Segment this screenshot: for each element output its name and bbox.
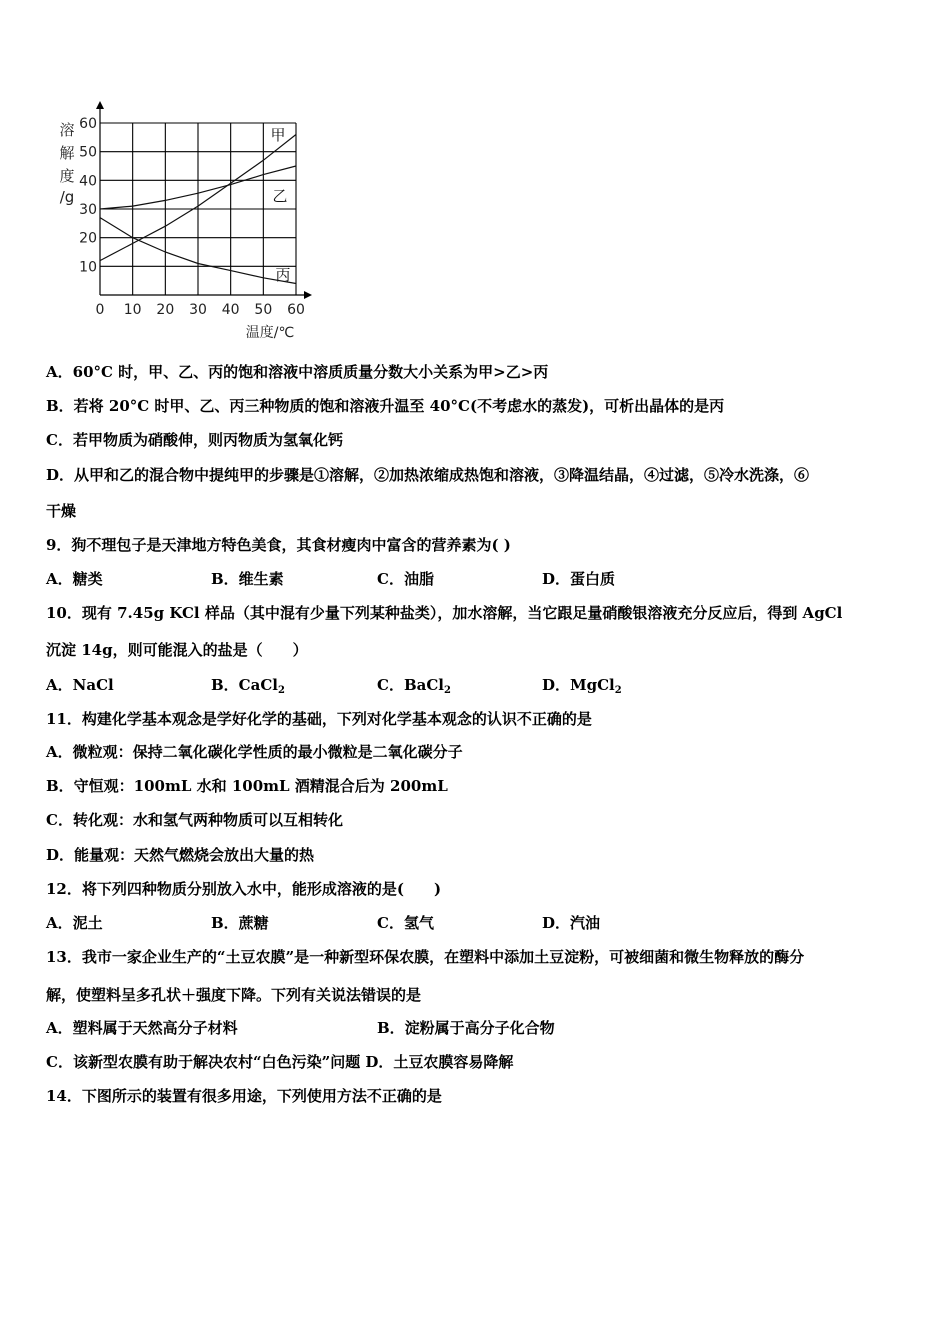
q9-option-a: A．糖类	[46, 570, 103, 588]
q11-stem: 11．构建化学基本观念是学好化学的基础，下列对化学基本观念的认识不正确的是	[46, 710, 592, 728]
y-axis-label-char: 溶	[59, 121, 75, 139]
x-tick-50: 50	[254, 302, 273, 318]
x-tick-0: 0	[95, 302, 105, 318]
q8-option-d-cont: 干燥	[46, 502, 77, 520]
x-tick-40: 40	[221, 302, 240, 318]
y-tick-labels	[79, 116, 97, 275]
q8-option-d: D．从甲和乙的混合物中提纯甲的步骤是①溶解，②加热浓缩成热饱和溶液，③降温结晶，④过滤，⑤冷水洗涤，⑥	[46, 466, 810, 484]
q10-option-c: C．BaCl$_2$	[377, 676, 451, 696]
q13-stem: 13．我市一家企业生产的“土豆农膜”是一种新型环保农膜，在塑料中添加土豆淀粉，可被细菌和微生物释放的酶分	[46, 948, 805, 966]
series-label-2: 乙	[272, 187, 288, 205]
x-tick-30: 30	[189, 302, 207, 318]
q8-option-b: B．若将 20°C 时甲、乙、丙三种物质的饱和溶液升温至 40°C(不考虑水的蒸发)，可析出晶体的是丙	[46, 397, 725, 415]
y-axis-label-char: 解	[59, 144, 75, 162]
x-tick-10: 10	[123, 302, 142, 318]
q8-option-c: C．若甲物质为硝酸伸，则丙物质为氢氧化钙	[46, 431, 343, 449]
y-tick-40: 40	[79, 173, 97, 190]
q9-stem: 9．狗不理包子是天津地方特色美食，其食材瘦肉中富含的营养素为( )	[46, 536, 511, 554]
chart-grid	[100, 123, 296, 295]
q12-option-c: C．氢气	[377, 914, 434, 932]
q9-option-c: C．油脂	[377, 570, 434, 588]
q10-stem-cont: 沉淀 14g，则可能混入的盐是（ ）	[46, 641, 308, 659]
y-axis-label-char: /g	[59, 188, 75, 206]
y-tick-10: 10	[79, 259, 97, 276]
q11-option-d: D．能量观：天然气燃烧会放出大量的热	[46, 846, 315, 864]
q13-options-cd: C．该新型农膜有助于解决农村“白色污染”问题 D．土豆农膜容易降解	[46, 1053, 514, 1071]
y-tick-30: 30	[79, 202, 97, 218]
q8-option-a: A．60°C 时，甲、乙、丙的饱和溶液中溶质质量分数大小关系为甲>乙>丙	[46, 363, 549, 381]
q11-option-c: C．转化观：水和氢气两种物质可以互相转化	[46, 811, 343, 829]
y-tick-20: 20	[79, 230, 97, 247]
y-tick-60: 60	[79, 116, 97, 132]
q11-option-a: A．微粒观：保持二氧化碳化学性质的最小微粒是二氧化碳分子	[46, 743, 463, 761]
q12-stem: 12．将下列四种物质分别放入水中，能形成溶液的是( )	[46, 880, 442, 898]
q13-stem-cont: 解，使塑料呈多孔状＋强度下降。下列有关说法错误的是	[46, 986, 422, 1004]
y-axis-label-char: 度	[59, 167, 75, 185]
y-axis-label	[59, 121, 74, 206]
q10-option-d: D．MgCl$_2$	[542, 676, 622, 696]
x-axis-label: 温度/℃	[245, 325, 295, 341]
q12-option-a: A．泥土	[46, 914, 103, 932]
solubility-chart	[50, 95, 330, 345]
x-tick-labels	[96, 302, 305, 318]
q13-option-a: A．塑料属于天然高分子材料	[46, 1019, 238, 1037]
x-tick-20: 20	[156, 302, 175, 318]
x-tick-60: 60	[287, 302, 305, 318]
q11-option-b: B．守恒观：100mL 水和 100mL 酒精混合后为 200mL	[46, 777, 448, 795]
q9-option-d: D．蛋白质	[542, 570, 616, 588]
q12-option-d: D．汽油	[542, 914, 601, 932]
series-label-3: 丙	[275, 266, 291, 284]
q10-option-b: B．CaCl$_2$	[211, 676, 285, 696]
q12-option-b: B．蔗糖	[211, 914, 269, 932]
q14-stem: 14．下图所示的装置有很多用途，下列使用方法不正确的是	[46, 1087, 442, 1105]
series-label-1: 甲	[270, 126, 286, 144]
q9-option-b: B．维生素	[211, 570, 284, 588]
q10-stem: 10．现有 7.45g KCl 样品（其中混有少量下列某种盐类），加水溶解，当它跟足量硝酸银溶液充分反应后，得到 AgCl	[46, 604, 843, 622]
q13-option-b: B．淀粉属于高分子化合物	[377, 1019, 555, 1037]
y-tick-50: 50	[79, 144, 97, 161]
q10-option-a: A．NaCl	[46, 676, 114, 694]
